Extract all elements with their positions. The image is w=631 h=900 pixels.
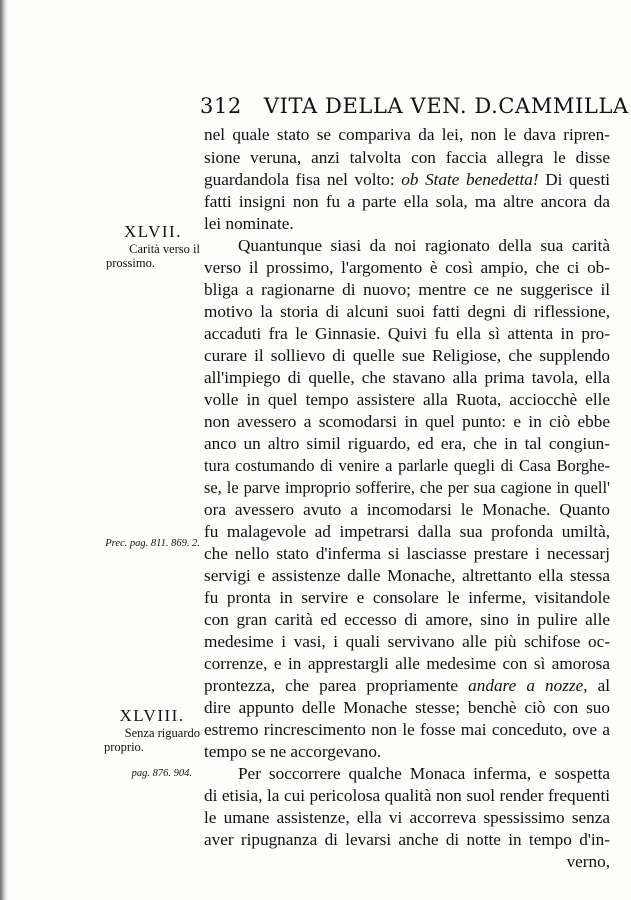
running-header — [200, 94, 629, 120]
text-span: al — [597, 676, 611, 695]
text-line: fatti insigni non fu a parte ella sola, ma altre ancora da — [204, 192, 610, 211]
text-line: ora avessero avuto a incomodarsi le Monache. Quanto — [204, 500, 610, 519]
text-line: curare il sollievo di quelle sue Religiose, che supplendo — [204, 346, 610, 365]
running-title: VITA DELLA VEN. D.CAMMILLA — [263, 94, 629, 118]
text-line: tura costumando di venire a parlarle quegli di Casa Borghe- — [204, 456, 610, 475]
margin-section-47: XLVII. — [124, 222, 182, 241]
text-line: aver ripugnanza di levarsi anche di notte in tempo d'in- — [204, 830, 610, 849]
text-line: se, le parve improprio sofferire, che per sua cagione in quell' — [204, 478, 610, 497]
margin-reference-1: Prec. pag. 811. 869. 2. — [105, 538, 200, 549]
text-line: dire appunto delle Monache stesse; benchè ciò con suo — [204, 698, 610, 717]
text-line — [204, 169, 610, 191]
text-line: accaduti fra le Ginnasie. Quivi fu ella sì attenta in pro- — [204, 324, 610, 343]
text-line: sione veruna, anzi talvolta con faccia allegra le disse — [204, 148, 610, 167]
margin-caption-47-line2: prossimo. — [106, 256, 155, 270]
margin-section-48: XLVIII. — [119, 706, 185, 725]
text-line: all'impiego di quelle, che stavano alla prima tavola, ella — [204, 368, 610, 387]
text-line: motivo la storia di alcuni suoi fatti degni di riflessione, — [204, 302, 610, 321]
margin-caption-48-line2: proprio. — [104, 740, 144, 754]
text-line: le umane assistenze, ella vi accorreva spessissimo senza — [204, 808, 610, 827]
text-span: prontezza, che parea propriamente — [204, 676, 459, 695]
text-line: fu pronta in servire e consolare le inferme, visitandole — [204, 588, 610, 607]
text-line: correnze, e in apprestargli alle medesime con sì amorosa — [204, 654, 610, 673]
text-line: che nello stato d'inferma si lasciasse prestare i necessarj — [204, 544, 610, 563]
text-line: bliga a ragionarne di nuovo; mentre ce ne suggerisce il — [204, 280, 610, 299]
text-line: non avessero a scomodarsi in quel punto: e in ciò ebbe — [204, 412, 610, 431]
text-span-italic: andare a nozze, — [468, 676, 588, 695]
text-line: verno, — [566, 852, 610, 871]
text-line: fu malagevole ad impetrarsi dalla sua profonda umiltà, — [204, 522, 610, 541]
margin-caption-48-line1: Senza riguardo — [124, 726, 200, 740]
text-line: con gran carità ed eccesso di amore, sino in pulire alle — [204, 610, 610, 629]
text-line — [204, 675, 610, 697]
text-line: estremo rincrescimento non le fosse mai conceduto, ove a — [204, 720, 610, 739]
text-line: verso il prossimo, l'argomento è così ampio, che ci ob- — [204, 258, 610, 277]
text-line: volle in quel tempo assistere alla Ruota, acciocchè elle — [204, 390, 610, 409]
text-line: anco un altro simil riguardo, ed era, che in tal congiun- — [204, 434, 610, 453]
text-line: lei nominate. — [204, 214, 294, 233]
text-line: di etisia, la cui pericolosa qualità non suol render frequenti — [204, 786, 610, 805]
margin-caption-47-line1: Carità verso il — [129, 242, 200, 256]
text-span: guardandola fisa nel volto: — [204, 170, 395, 189]
text-line: medesime i vasi, i quali servivano alle più schifose oc- — [204, 632, 610, 651]
binding-shadow — [0, 0, 8, 900]
text-line: Per soccorrere qualche Monaca inferma, e sospetta — [238, 764, 610, 783]
margin-reference-2: pag. 876. 904. — [131, 768, 192, 779]
text-line: servigi e assistenze dalle Monache, altrettanto ella stessa — [204, 566, 610, 585]
text-span-italic: ob State benedetta! — [401, 170, 539, 189]
text-line: tempo se ne accorgevano. — [204, 742, 382, 761]
text-span: Di questi — [545, 170, 611, 189]
text-line: nel quale stato se compariva da lei, non le dava ripren- — [204, 125, 610, 144]
page-number: 312 — [200, 94, 242, 118]
text-line: Quantunque siasi da noi ragionato della sua carità — [238, 236, 610, 255]
